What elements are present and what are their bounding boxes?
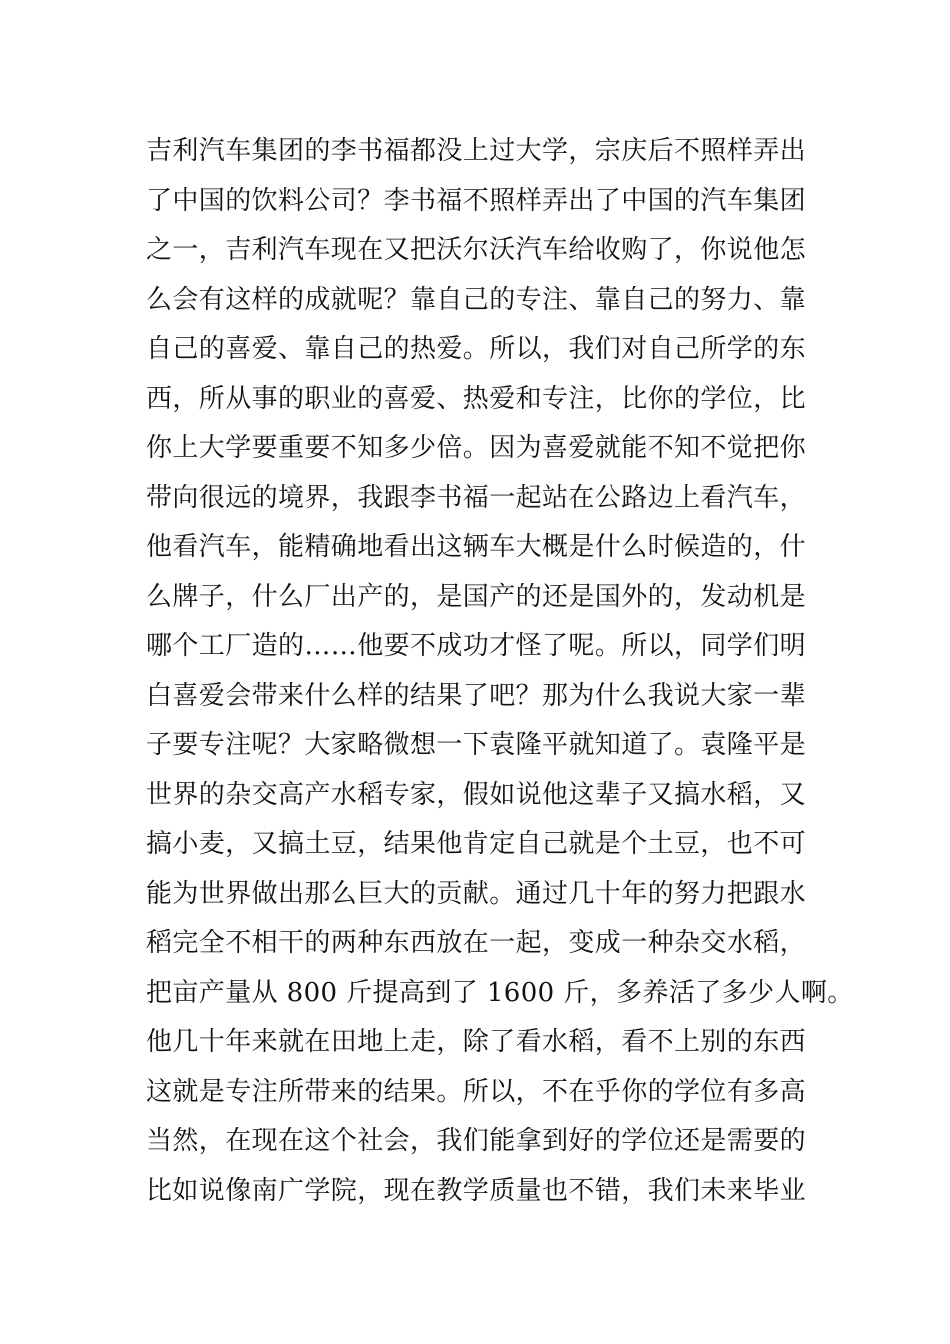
body-text [146, 127, 854, 1216]
text-line: 这就是专注所带来的结果。所以，不在乎你的学位有多高 [146, 1076, 807, 1107]
text-line: 了中国的饮料公司？李书福不照样弄出了中国的汽车集团 [146, 185, 807, 216]
text-line: 搞小麦，又搞土豆，结果他肯定自己就是个土豆，也不可 [146, 829, 807, 859]
text-line: 么牌子，什么厂出产的，是国产的还是国外的，发动机是 [146, 581, 807, 612]
text-line: 稻完全不相干的两种东西放在一起，变成一种杂交水稻， [146, 928, 807, 958]
text-line: 子要专注呢？大家略微想一下袁隆平就知道了。袁隆平是 [146, 730, 807, 760]
text-line: 吉利汽车集团的李书福都没上过大学，宗庆后不照样弄出 [146, 136, 807, 166]
text-line: 带向很远的境界，我跟李书福一起站在公路边上看汽车， [146, 482, 807, 513]
text-line: 把亩产量从 800 斤提高到了 1600 斤，多养活了多少人啊。 [146, 977, 854, 1008]
text-line: 世界的杂交高产水稻专家，假如说他这辈子又搞水稻，又 [146, 779, 807, 810]
text-line: 么会有这样的成就呢？靠自己的专注、靠自己的努力、靠 [146, 284, 807, 315]
text-line: 哪个工厂造的……他要不成功才怪了呢。所以，同学们明 [146, 631, 807, 661]
text-line: 你上大学要重要不知多少倍。因为喜爱就能不知不觉把你 [146, 433, 807, 463]
text-line: 之一，吉利汽车现在又把沃尔沃汽车给收购了，你说他怎 [146, 235, 807, 265]
text-line: 比如说像南广学院，现在教学质量也不错，我们未来毕业 [146, 1175, 807, 1206]
text-line: 当然，在现在这个社会，我们能拿到好的学位还是需要的 [146, 1126, 807, 1156]
text-line: 他几十年来就在田地上走，除了看水稻，看不上别的东西 [146, 1027, 807, 1057]
text-line: 能为世界做出那么巨大的贡献。通过几十年的努力把跟水 [146, 878, 807, 909]
text-line: 白喜爱会带来什么样的结果了吧？那为什么我说大家一辈 [146, 680, 807, 711]
text-line: 自己的喜爱、靠自己的热爱。所以，我们对自己所学的东 [146, 334, 807, 364]
text-line: 西，所从事的职业的喜爱、热爱和专注，比你的学位，比 [146, 383, 807, 414]
text-line: 他看汽车，能精确地看出这辆车大概是什么时候造的，什 [146, 532, 807, 562]
